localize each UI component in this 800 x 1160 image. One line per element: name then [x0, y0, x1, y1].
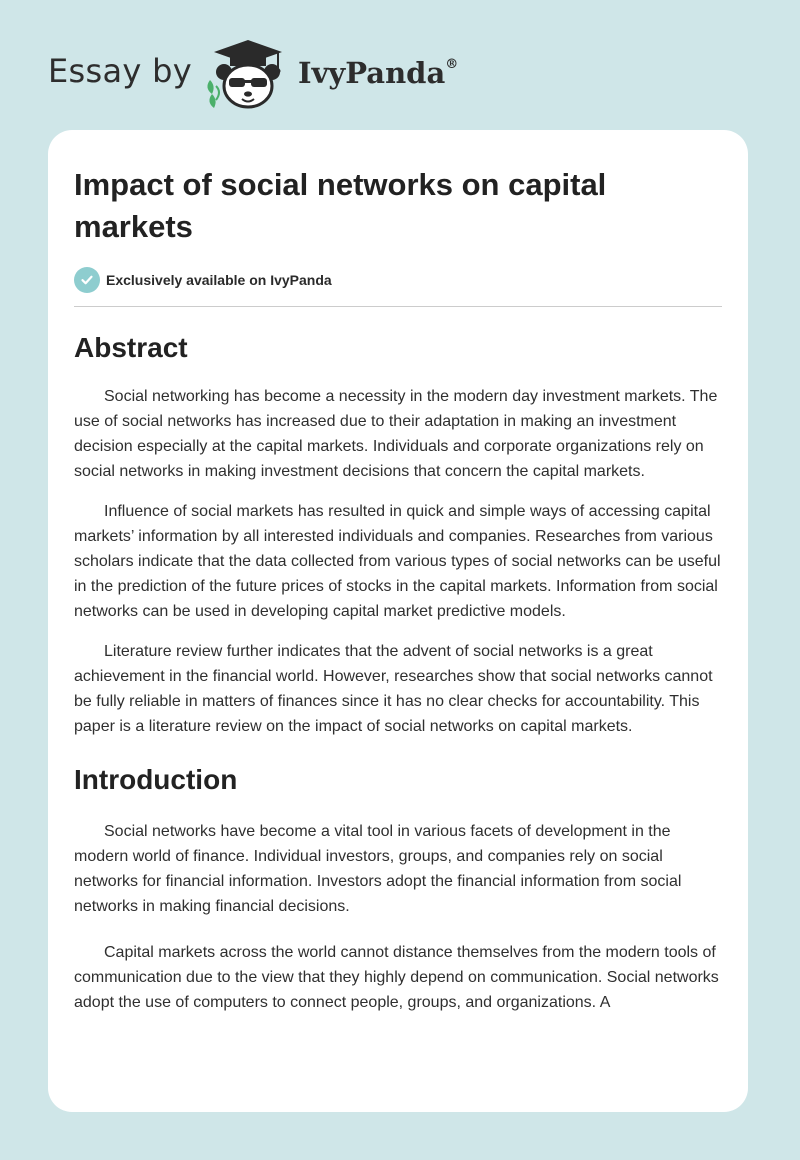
abstract-body	[74, 384, 722, 739]
panda-graduate-logo-icon	[202, 36, 292, 112]
introduction-body	[74, 819, 722, 1015]
title-divider	[74, 306, 722, 307]
paragraph: Social networking has become a necessity in the modern day investment markets. The use of social networks has increased due to their adaptation in making an investment decision especially at the capital markets. Individuals and corporate organizations rely on social networks in making investment decisions that concern the capital markets.	[74, 388, 718, 480]
brand-name: IvyPanda®	[298, 56, 459, 90]
section-heading-abstract: Abstract	[74, 332, 188, 363]
essay-card	[48, 130, 748, 1112]
exclusive-badge	[74, 267, 722, 293]
paragraph: Literature review further indicates that the advent of social networks is a great achievement in the financial world. However, researches show that social networks cannot be fully reliable in matters of finances since it has no clear checks for accountability. This paper is a literature review on the impact of social networks on capital markets.	[74, 643, 713, 735]
check-circle-icon	[74, 267, 100, 293]
site-header-brand[interactable]	[48, 34, 548, 114]
registered-mark: ®	[445, 57, 459, 73]
section-heading-introduction: Introduction	[74, 764, 238, 795]
paragraph: Social networks have become a vital tool in various facets of development in the modern world of finance. Individual investors, groups, and companies rely on social networks for financial information. Investors adopt the financial information from social networks in making financial decisions.	[74, 823, 682, 915]
brand-prefix: Essay by	[48, 52, 192, 90]
essay-title: Impact of social networks on capital markets	[74, 167, 607, 244]
paragraph: Influence of social markets has resulted in quick and simple ways of accessing capital markets’ information by all interested individuals and companies. Researches from various scholars indicate that the data collected from various types of social networks can be useful in the prediction of the future prices of stocks in the capital markets. Information from social networks can be used in developing capital market predictive models.	[74, 503, 721, 620]
paragraph: Capital markets across the world cannot distance themselves from the modern tools of communication due to the view that they highly depend on communication. Social networks adopt the use of computers to connect people, groups, and organizations. A	[74, 944, 719, 1011]
exclusive-label: Exclusively available on IvyPanda	[106, 272, 332, 288]
